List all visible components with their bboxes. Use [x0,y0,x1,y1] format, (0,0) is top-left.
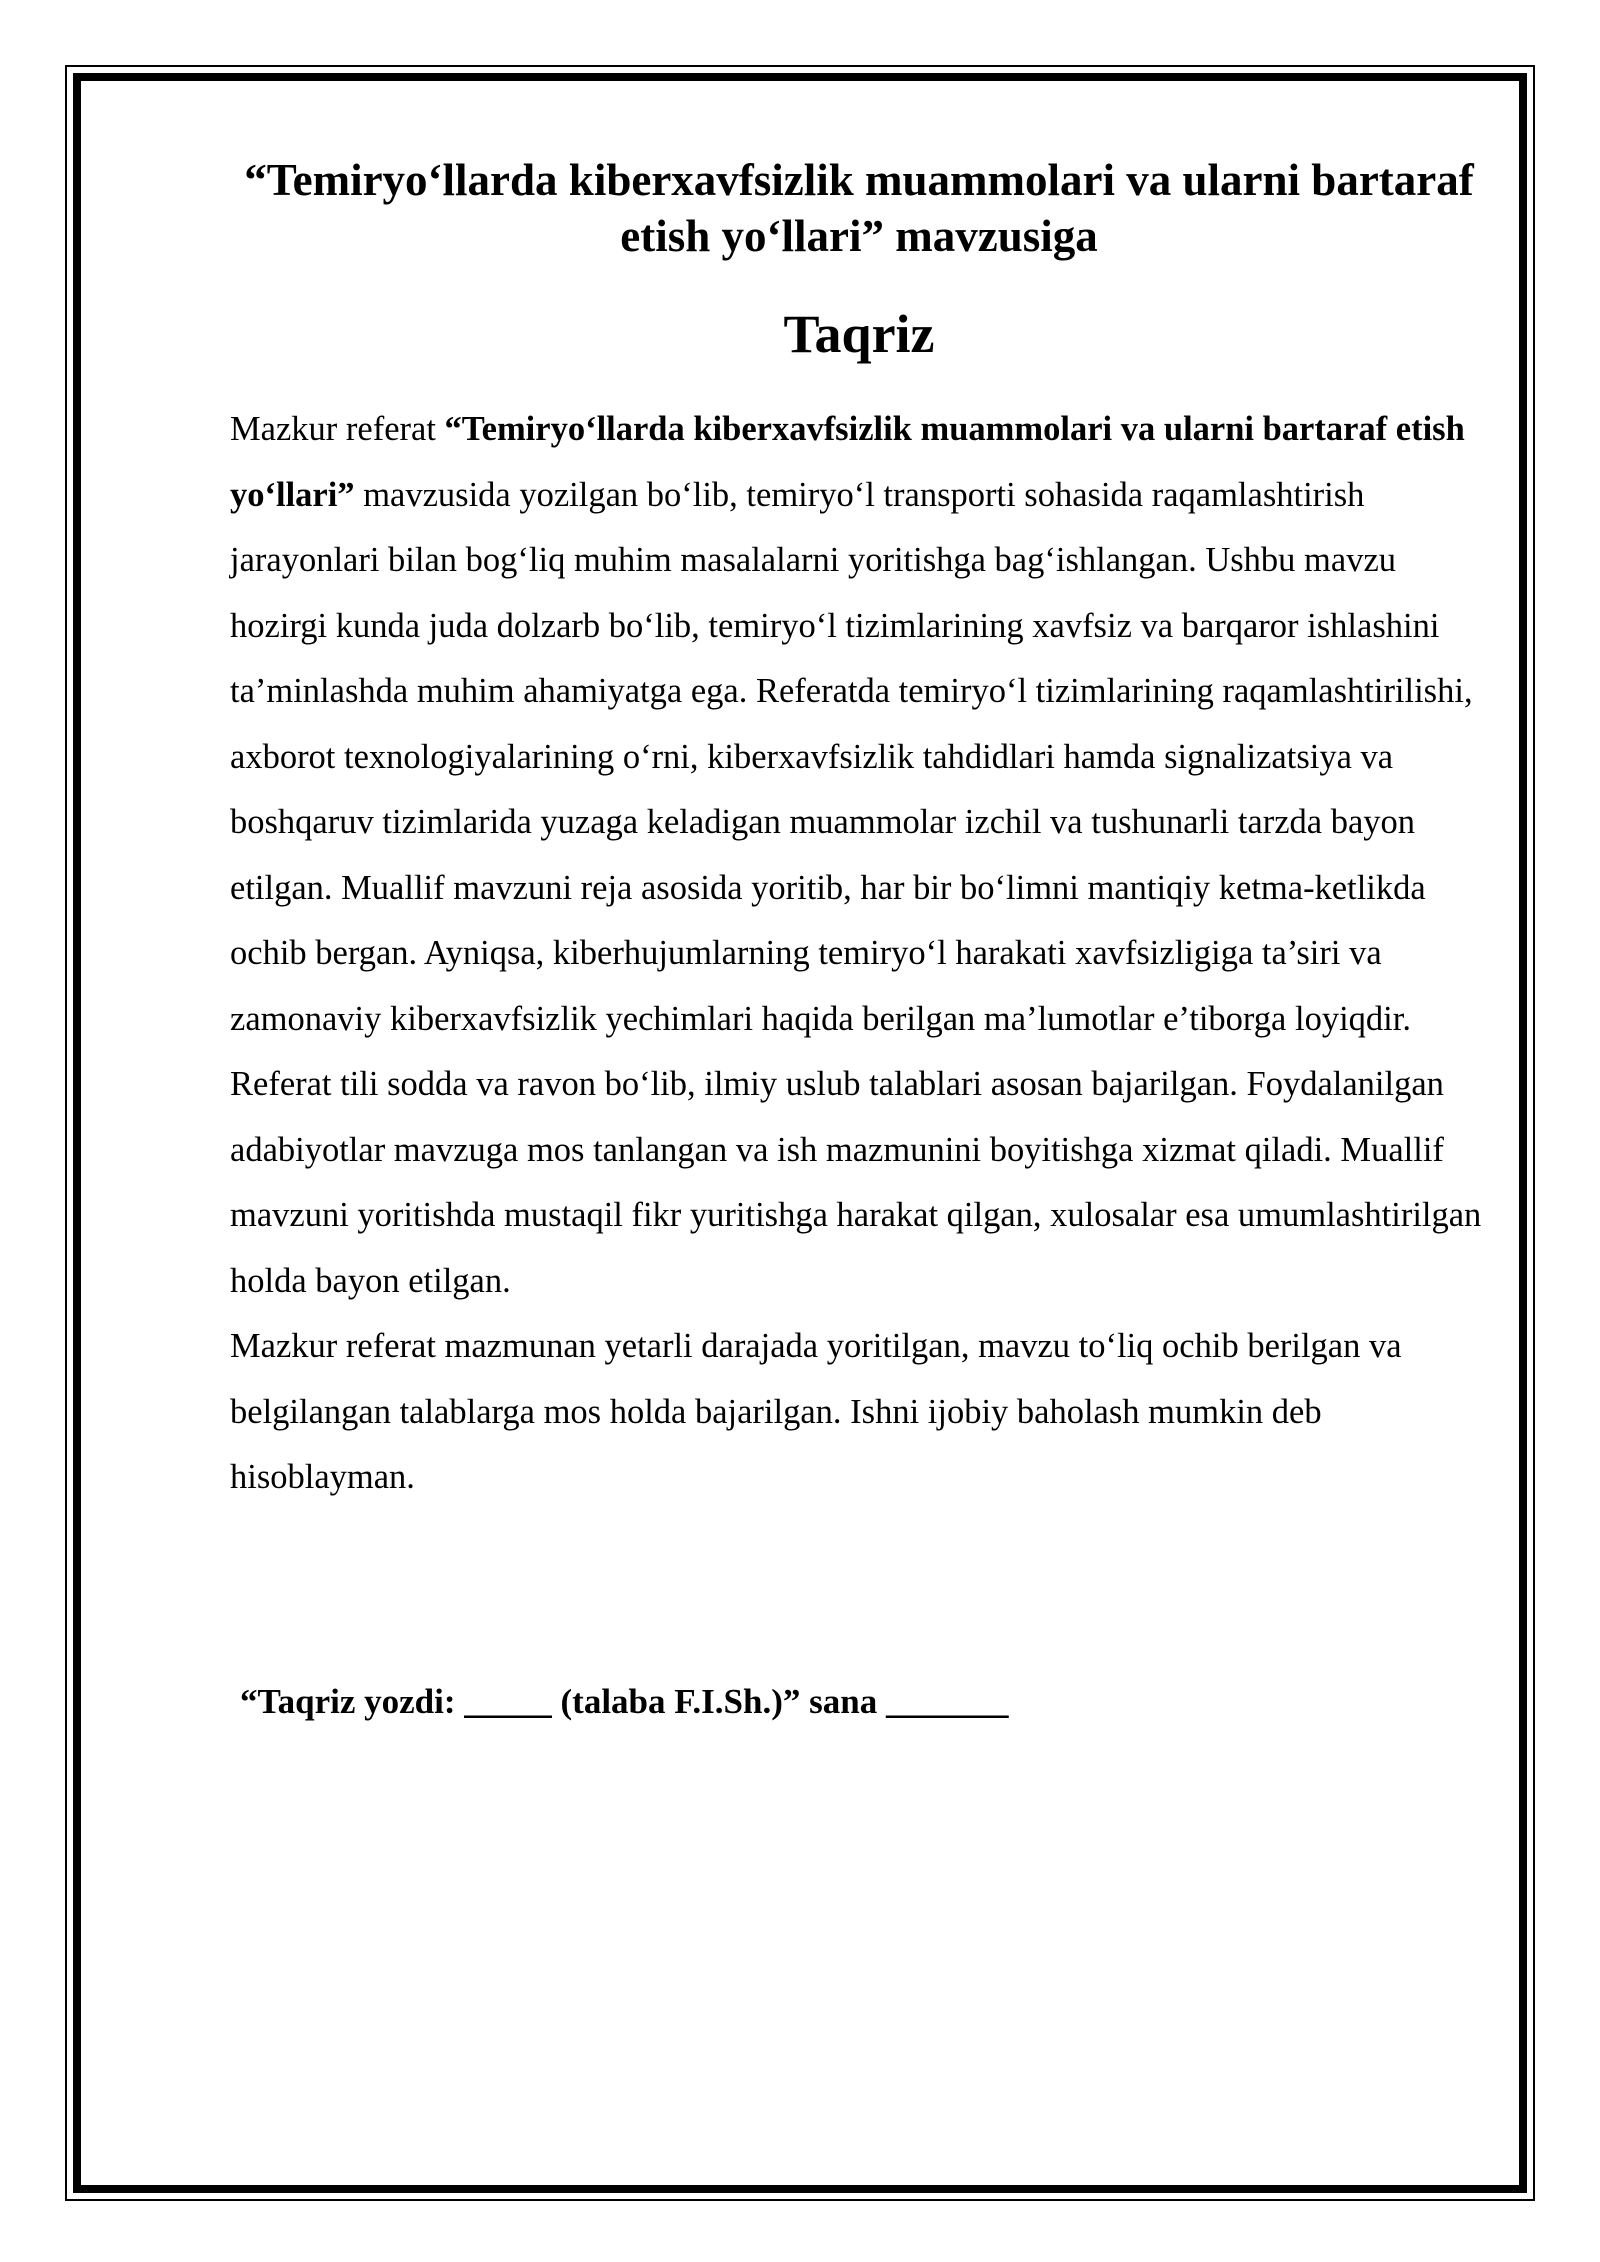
review-body [230,397,1490,1511]
paragraph-2: Referat tili sodda va ravon bo‘lib, ilmiy uslub talablari asosan bajarilgan. Foydalanilgan adabiyotlar mavzuga mos tanlangan va ish mazmunini boyitishga xizmat qiladi. Muallif mavzuni yoritishda mustaqil fikr yuritishga harakat qilgan, xulosalar esa umumlashtirilgan holda bayon etilgan. [230,1065,1482,1300]
paragraph-1-text: mavzusida yozilgan bo‘lib, temiryo‘l transporti sohasida raqamlashtirish jarayonlari bilan bog‘liq muhim masalalarni yoritishga bag‘ishlangan. Ushbu mavzu hozirgi kunda juda dolzarb bo‘lib, temiryo‘l tizimlarining xavfsiz va barqaror ishlashini ta’minlashda muhim ahamiyatga ega. Referatda temiryo‘l tizimlarining raqamlashtirilishi, axborot texnologiyalarining o‘rni, kiberxavfsizlik tahdidlari hamda signalizatsiya va boshqaruv tizimlarida yuzaga keladigan muammolar izchil va tushunarli tarzda bayon etilgan. Muallif mavzuni reja asosida yoritib, har bir bo‘limni mantiqiy ketma-ketlikda ochib bergan. Ayniqsa, kiberhujumlarning temiryo‘l harakati xavfsizligiga ta’siri va zamonaviy kiberxavfsizlik yechimlari haqida berilgan ma’lumotlar e’tiborga loyiqdir. [230,475,1473,1038]
paragraph-3: Mazkur referat mazmunan yetarli darajada yoritilgan, mavzu to‘liq ochib berilgan va belgilangan talablarga mos holda bajarilgan. Ishni ijobiy baholash mumkin deb hisoblayman. [230,1327,1402,1496]
signature-line: “Taqriz yozdi: _____ (talaba F.I.Sh.)” sana _______ [240,1682,1009,1721]
document-title: “Temiryo‘llarda kiberxavfsizlik muammolari va ularni bartaraf etish yo‘llari” mavzusiga [244,155,1474,261]
paragraph-1-intro: Mazkur referat [230,410,445,448]
topic-title-bold: “Temiryo‘llarda kiberxavfsizlik muammolari va ularni bartaraf etish yo‘llari” [230,410,1465,514]
review-heading: Taqriz [783,304,935,364]
paragraph-1 [230,397,1490,1052]
